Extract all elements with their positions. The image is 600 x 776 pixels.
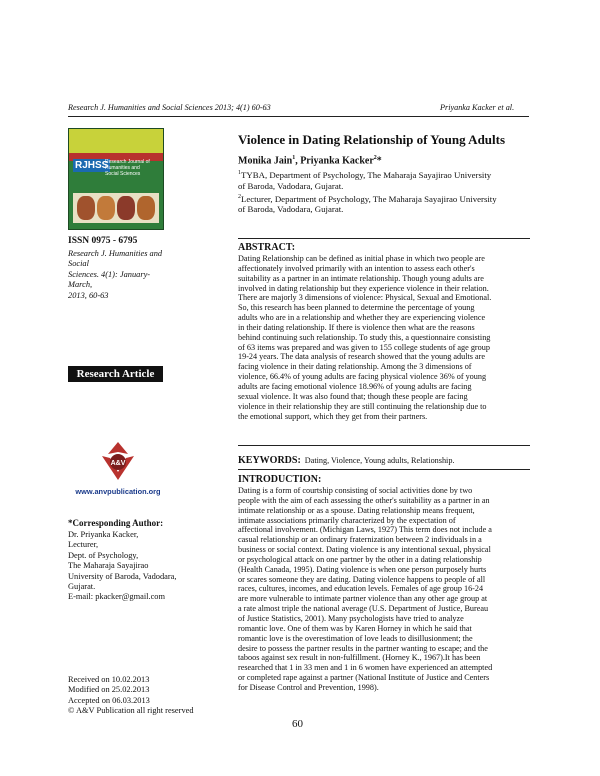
issn-citation	[68, 249, 168, 301]
abstract-line: affectionately involved primarily with an intention to assess each other's	[238, 263, 475, 273]
introduction-heading: INTRODUCTION:	[238, 474, 322, 485]
abstract-line: violence, 66.4% of young adults are facing physical violence 36% of young	[238, 372, 487, 382]
introduction-line: or scares someone they are dating. Dating violence happens to people of all	[238, 574, 486, 584]
affiliation-line: $^2$Lecturer, Department of Psychology, The Maharaja Sayajirao University	[238, 193, 497, 204]
introduction-line: desire to possess the partner results in the partner wanting to escape; and the	[238, 643, 488, 653]
introduction-line: people with the aim of each assessing the other's suitability as a partner in an	[238, 495, 490, 505]
issn-number: ISSN 0975 - 6795	[68, 236, 138, 246]
keywords-text: Dating, Violence, Young adults, Relationship.	[304, 456, 455, 465]
author-affil-mark: 1	[292, 155, 296, 161]
cover-photo	[117, 196, 135, 220]
author-name: Priyanka Kacker	[300, 155, 374, 167]
cover-photo	[77, 196, 95, 220]
corresponding-email[interactable]: E-mail: pkacker@gmail.com	[68, 592, 166, 602]
abstract-rule	[238, 238, 530, 239]
corresponding-author-heading: *Corresponding Author:	[68, 518, 164, 528]
abstract-line: There are majorly 3 dimensions of violence: Physical, Sexual and Emotional.	[238, 293, 492, 303]
introduction-line: are more vulnerable to intimate partner violence than any other age group at	[238, 594, 488, 604]
introduction-line: of Justice Statistics, 2001). Many psychologists have tried to analyze	[238, 613, 464, 623]
page-number: 60	[292, 718, 303, 730]
header-rule	[68, 116, 529, 117]
abstract-line: facing violence in their dating relationship. Among the 3 dimensions of	[238, 362, 472, 372]
article-type-label: Research Article	[68, 366, 163, 382]
issn-line: Research J. Humanities and Social	[68, 249, 163, 269]
cover-top-band	[69, 129, 163, 153]
introduction-line: business or social context. Dating violence is any intentional sexual, physical	[238, 545, 491, 555]
keywords	[238, 450, 454, 468]
introduction-rule	[238, 469, 530, 470]
abstract-line: involved in dating relationship but they experience violence in their relation.	[238, 283, 489, 293]
abstract-line: adults who are in a relationship and whether they are experiencing violence	[238, 313, 486, 323]
abstract-line: So, this research has been planned to determine the percentage of young	[238, 303, 475, 313]
affiliation-line: of Baroda, Vadodara, Gujarat.	[238, 204, 344, 215]
keywords-rule	[238, 445, 530, 446]
introduction-line: or psychological attack on one partner by the other in a dating relationship	[238, 554, 482, 564]
cover-photo	[137, 196, 155, 220]
corresponding-line: The Maharaja Sayajirao	[68, 561, 149, 571]
abstract-heading: ABSTRACT:	[238, 242, 296, 253]
issn-line: Sciences. 4(1): January-March,	[68, 269, 151, 290]
keywords-label: KEYWORDS:	[238, 455, 301, 466]
abstract-line: adults are facing emotional violence 18.96% of young adults are facing	[238, 381, 472, 391]
abstract-body	[238, 254, 530, 421]
cover-photo	[97, 196, 115, 220]
affiliation-number: 1	[238, 170, 241, 176]
cover-title-lines	[105, 159, 159, 177]
corresponding-line: University of Baroda, Vadodara,	[68, 571, 177, 581]
introduction-line: taboos against sex result in non-fulfillment. (Horney K., 1967).It has been	[238, 653, 481, 663]
cover-line: Research Journal of	[105, 159, 150, 165]
abstract-line: violence in their relationship they are still continuing the relationship due to	[238, 401, 487, 411]
abstract-line: behind continuing such relationship. To study this, a questionnaire consisting	[238, 332, 491, 342]
corresponding-line: Lecturer,	[68, 540, 99, 550]
author-separator: ,	[295, 155, 301, 167]
abstract-line: sexual violence. It was also found that; though these people are facing	[238, 391, 468, 401]
author-name: Monika Jain	[238, 155, 293, 167]
introduction-line: races, cultures, incomes, and education levels. Females of age group 16-24	[238, 584, 484, 594]
author-affil-mark: 2	[373, 155, 377, 161]
publisher-logo-text: A&V	[110, 460, 126, 467]
running-head-right: Priyanka Kacker et al.	[440, 103, 515, 112]
corresponding-author-details	[68, 530, 208, 603]
cover-photos	[73, 193, 159, 223]
abstract-line: of 63 items was prepared and was given to 155 college students of age group	[238, 342, 490, 352]
article-title: Violence in Dating Relationship of Young Adults	[238, 132, 506, 147]
abstract-line: Dating Relationship can be defined as initial phase in which two people are	[238, 254, 485, 263]
corresponding-line: Gujarat.	[68, 582, 96, 592]
introduction-line: casual relationship or an ordinary fraternization between 2 individuals in a	[238, 535, 482, 545]
introduction-line: (Health Canada, 1995). Dating violence is when one person purposely hurts	[238, 564, 487, 574]
introduction-line: romantic love. One of them was by Karen Horney in which he said that	[238, 623, 472, 633]
copyright-line: © A&V Publication all right reserved	[68, 705, 194, 715]
introduction-line: romantic love is the overestimation of love leads to disillusionment; the	[238, 633, 473, 643]
corresponding-line: Dr. Priyanka Kacker,	[68, 530, 139, 539]
affiliation-number: 2	[238, 193, 241, 200]
publisher-logo-icon	[98, 440, 138, 484]
date-modified: Modified on 25.02.2013	[68, 685, 150, 695]
author-list	[238, 155, 382, 166]
affiliation-line: $^1$TYBA, Department of Psychology, The Maharaja Sayajirao University	[238, 169, 492, 180]
date-received: Received on 10.02.2013	[68, 675, 150, 684]
journal-cover-image	[68, 128, 164, 230]
abstract-line: 19-24 years. The data analysis of research showed that the young adults are	[238, 352, 485, 362]
introduction-line: intimate associations primarily characterized by the expectation of	[238, 515, 456, 525]
abstract-line: the emotional support, which they get from their partners.	[238, 411, 428, 421]
cover-logo-text: RJHSS	[75, 160, 109, 171]
cover-line: Humanities and	[105, 165, 140, 171]
running-head-left: Research J. Humanities and Social Sciences 2013; 4(1) 60-63	[68, 103, 271, 112]
introduction-line: or completed rape against a partner (National Institute of Justice and Centers	[238, 673, 490, 683]
publisher-url[interactable]: www.anvpublication.org	[75, 487, 161, 496]
introduction-line: for Disease Control and Prevention, 1998).	[238, 682, 379, 692]
affiliation-line: of Baroda, Vadodara, Gujarat.	[238, 180, 344, 191]
introduction-line: a rate almost triple the national average (U.S. Department of Justice, Bureau	[238, 604, 489, 614]
affiliations	[238, 168, 530, 215]
date-accepted: Accepted on 06.03.2013	[68, 695, 150, 705]
introduction-line: intimate relationship or as a spouse. Dating relationship means frequent,	[238, 505, 475, 515]
abstract-line: in their dating relationship. If there is violence then what are the reasons	[238, 322, 475, 332]
publication-dates	[68, 675, 218, 716]
introduction-line: affectional involvement. (Michigan Laws, 1927) This term does not include a	[238, 525, 492, 535]
corresponding-line: Dept. of Psychology,	[68, 550, 139, 560]
issn-line: 2013, 60-63	[68, 290, 109, 300]
introduction-line: researched that 1 in 33 men and 1 in 6 women have experienced an attempted	[238, 663, 493, 673]
abstract-line: suitability as a partner in an intimate relationship. Though young adults are	[238, 273, 484, 283]
introduction-line: Dating is a form of courtship consisting of social activities done by two	[238, 486, 473, 495]
cover-line: Social Sciences	[105, 171, 141, 177]
introduction-body	[238, 486, 530, 693]
corresponding-mark: *	[376, 155, 382, 167]
